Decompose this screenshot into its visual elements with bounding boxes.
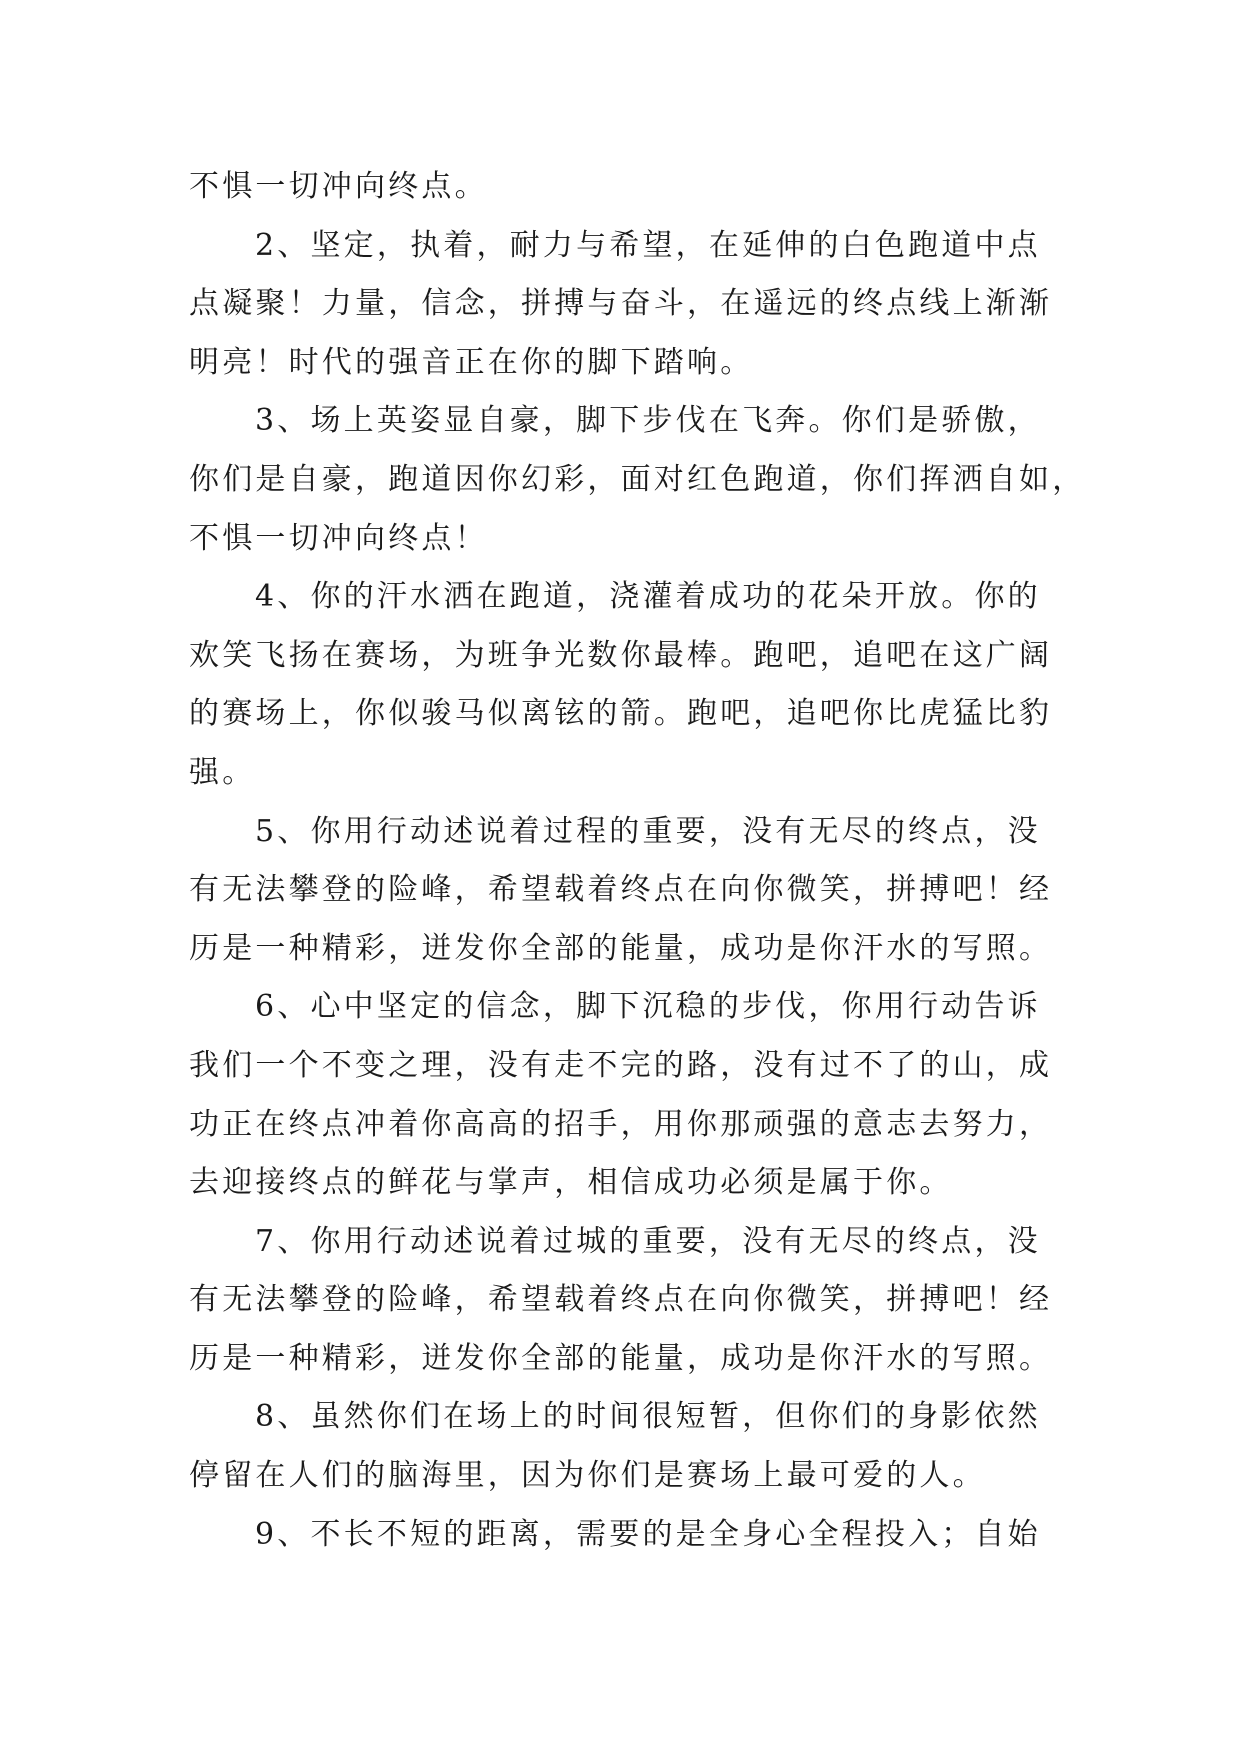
text-line: 历是一种精彩，迸发你全部的能量，成功是你汗水的写照。	[189, 930, 1053, 966]
text-line: 你们是自豪，跑道因你幻彩，面对红色跑道，你们挥洒自如，	[189, 461, 1086, 497]
text-line: 5、你用行动述说着过程的重要，没有无尽的终点，没	[255, 813, 1041, 849]
paragraph-continuation	[189, 158, 1069, 217]
text-line: 强。	[189, 754, 256, 790]
text-line: 我们一个不变之理，没有走不完的路，没有过不了的山，成	[189, 1047, 1053, 1083]
text-line: 2、坚定，执着，耐力与希望，在延伸的白色跑道中点	[255, 227, 1041, 263]
text-line: 有无法攀登的险峰，希望载着终点在向你微笑，拼搏吧！经	[189, 1282, 1053, 1318]
text-line: 8、虽然你们在场上的时间很短暂，但你们的身影依然	[255, 1399, 1041, 1435]
text-line: 9、不长不短的距离，需要的是全身心全程投入；自始	[255, 1516, 1041, 1552]
text-line: 去迎接终点的鲜花与掌声，相信成功必须是属于你。	[189, 1165, 953, 1201]
text-line: 的赛场上，你似骏马似离铉的箭。跑吧，追吧你比虎猛比豹	[189, 696, 1053, 732]
text-line: 有无法攀登的险峰，希望载着终点在向你微笑，拼搏吧！经	[189, 872, 1053, 908]
text-line: 4、你的汗水洒在跑道，浇灌着成功的花朵开放。你的	[255, 579, 1041, 615]
text-line: 点凝聚！力量，信念，拼搏与奋斗，在遥远的终点线上渐渐	[189, 286, 1053, 322]
document-body	[189, 158, 1086, 1564]
paragraph-item-7	[189, 1213, 1069, 1389]
paragraph-item-3	[189, 392, 1086, 568]
paragraph-item-4	[189, 568, 1069, 802]
paragraph-item-2	[189, 217, 1069, 393]
text-line: 功正在终点冲着你高高的招手，用你那顽强的意志去努力，	[189, 1106, 1053, 1142]
paragraph-item-5	[189, 803, 1069, 979]
text-line: 6、心中坚定的信念，脚下沉稳的步伐，你用行动告诉	[255, 989, 1041, 1025]
text-line: 7、你用行动述说着过城的重要，没有无尽的终点，没	[255, 1223, 1041, 1259]
text-line: 欢笑飞扬在赛场，为班争光数你最棒。跑吧，追吧在这广阔	[189, 637, 1053, 673]
text-line: 历是一种精彩，迸发你全部的能量，成功是你汗水的写照。	[189, 1340, 1053, 1376]
text-line: 停留在人们的脑海里，因为你们是赛场上最可爱的人。	[189, 1458, 986, 1494]
paragraph-item-9	[189, 1506, 1069, 1565]
text-line: 明亮！时代的强音正在你的脚下踏响。	[189, 344, 754, 380]
paragraph-item-8	[189, 1388, 1069, 1505]
paragraph-item-6	[189, 978, 1069, 1212]
text-line: 不惧一切冲向终点！	[189, 520, 488, 556]
text-line: 不惧一切冲向终点。	[189, 169, 488, 204]
text-line: 3、场上英姿显自豪，脚下步伐在飞奔。你们是骄傲，	[255, 403, 1041, 439]
